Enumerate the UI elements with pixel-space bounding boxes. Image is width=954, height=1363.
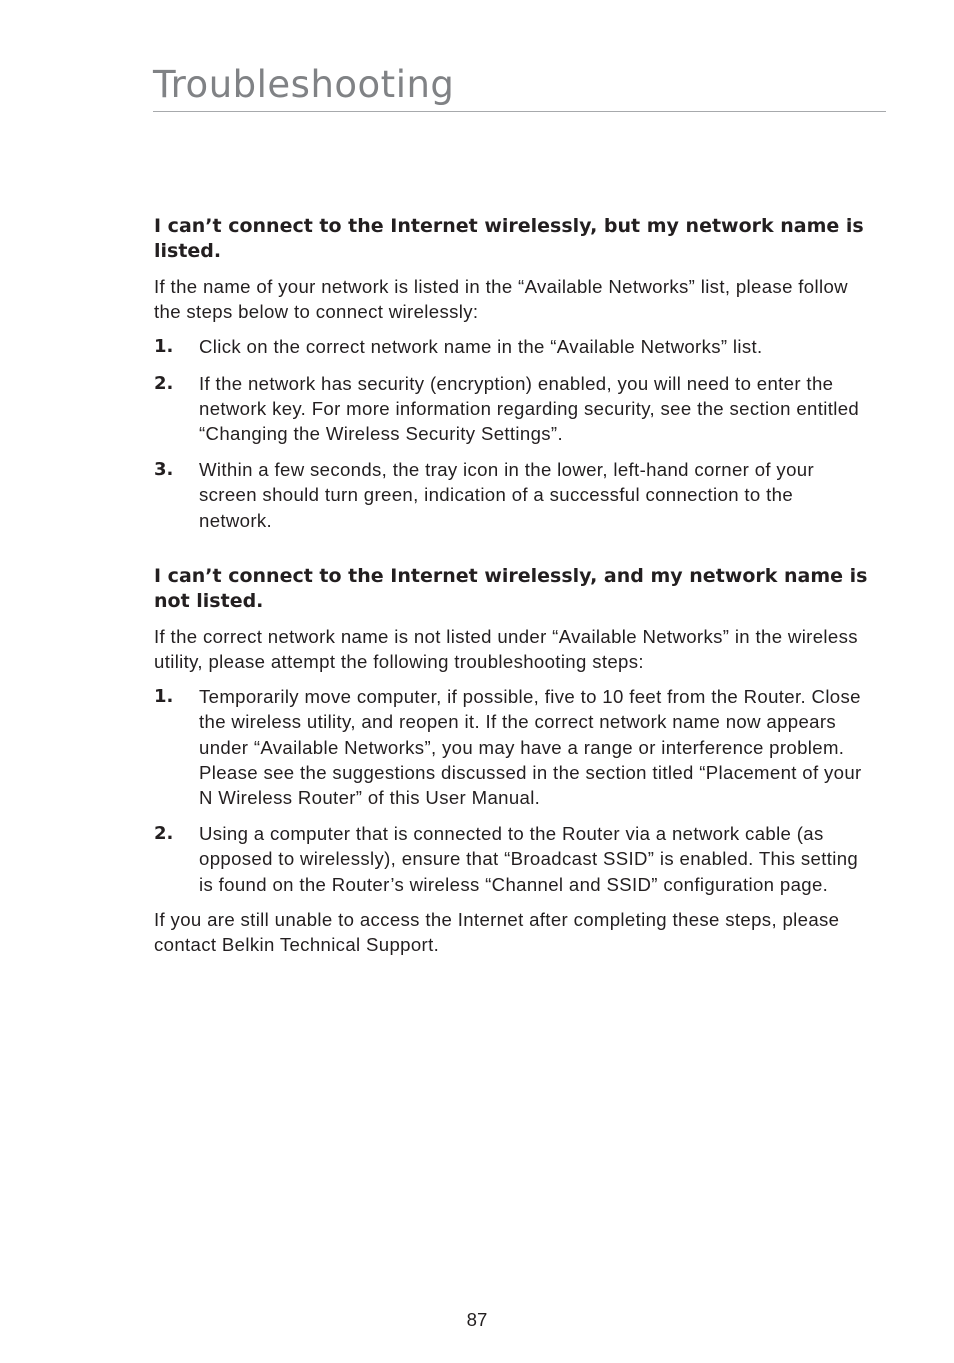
section-heading: I can’t connect to the Internet wirelessly, but my network name is listed. [154,215,864,262]
step-text: Using a computer that is connected to the Router via a network cable (as opposed to wirelessly), ensure that “Broadcast SSID” is enabled. This setting is found on the Router’s wireless “Channel and SSID” configuration page. [199,823,859,895]
header-divider [153,111,886,112]
main-content [154,214,869,957]
section-heading: I can’t connect to the Internet wirelessly, and my network name is not listed. [154,564,868,612]
list-item [154,334,869,359]
steps-list [154,684,869,897]
list-item [154,457,869,533]
step-text: Temporarily move computer, if possible, five to 10 feet from the Router. Close the wireless utility, and reopen it. If the correct network name now appears under “Available Networks”, you may have a range or interference problem. Please see the suggestions discussed in the section titled “Placement of your N Wireless Router” of this User Manual. [199,686,862,809]
step-number: 2. [154,372,174,394]
section-intro: If the name of your network is listed in the “Available Networks” list, please follow the steps below to connect wirelessly: [154,276,848,323]
step-number: 1. [154,686,174,708]
step-number: 3. [154,459,174,481]
list-item [154,684,869,810]
step-text: If the network has security (encryption) enabled, you will need to enter the network key. For more information regarding security, see the section entitled “Changing the Wireless Security Settings”. [199,372,860,445]
steps-list [154,334,869,532]
step-number: 2. [154,823,174,845]
list-item [154,821,869,897]
section-network-not-listed [154,564,869,957]
section-network-listed [154,214,869,533]
step-text: Within a few seconds, the tray icon in the lower, left-hand corner of your screen should turn green, indication of a successful connection to the network. [199,459,814,531]
closing-paragraph: If you are still unable to access the Internet after completing these steps, please contact Belkin Technical Support. [154,908,840,956]
step-text: Click on the correct network name in the “Available Networks” list. [199,336,763,358]
section-intro: If the correct network name is not listed under “Available Networks” in the wireless utility, please attempt the following troubleshooting steps: [154,625,858,673]
step-number: 1. [154,336,174,358]
page-number: 87 [466,1309,488,1330]
list-item [154,371,869,447]
page-title: Troubleshooting [153,63,455,106]
